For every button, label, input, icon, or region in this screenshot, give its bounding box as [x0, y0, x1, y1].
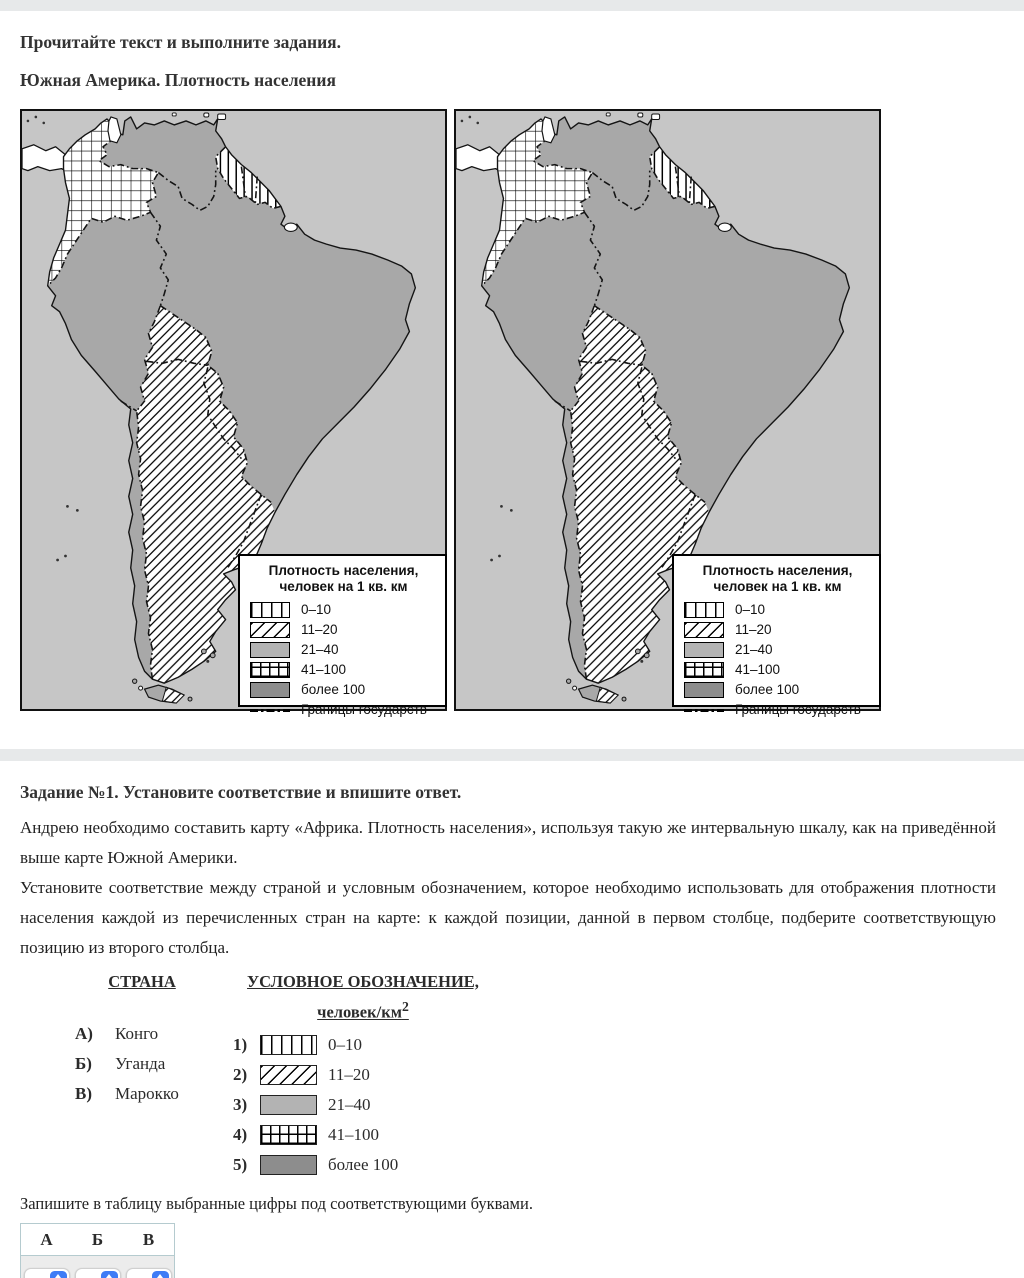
- south-america-density-map-right: [454, 109, 881, 718]
- legend-item-borders: [250, 702, 437, 719]
- legend-item: [684, 682, 871, 699]
- countries-column: [75, 969, 233, 1180]
- symbol-row: [233, 1030, 493, 1060]
- state-border-line-sample: [250, 709, 290, 711]
- answer-select-a[interactable]: [24, 1268, 70, 1278]
- legend-item: [684, 622, 871, 639]
- dark-gray-fill-swatch: [250, 682, 290, 698]
- countries-column-header: СТРАНА: [108, 972, 176, 991]
- south-america-density-map-left: [20, 109, 447, 718]
- answer-table-body: [21, 1256, 174, 1278]
- map-legend: [238, 554, 447, 718]
- vertical-lines-swatch: [260, 1035, 317, 1055]
- chevron-up-icon: [55, 1274, 61, 1278]
- answer-cell-v: [123, 1256, 174, 1278]
- symbol-row: [233, 1150, 493, 1180]
- top-gray-bar: [0, 0, 1024, 11]
- page-instruction-heading: Прочитайте текст и выполните задания.: [20, 32, 342, 52]
- diagonal-hatch-swatch: [260, 1065, 317, 1085]
- country-name: Марокко: [115, 1084, 179, 1103]
- symbol-label: 41–100: [328, 1124, 379, 1144]
- country-name: Уганда: [115, 1054, 166, 1073]
- symbol-number: 3): [233, 1094, 248, 1114]
- legend-item: [684, 662, 871, 679]
- chevron-up-icon: [106, 1274, 112, 1278]
- legend-title-line2: человек на 1 кв. км: [279, 579, 408, 595]
- maps-row: [20, 109, 996, 718]
- legend-label: 0–10: [301, 602, 332, 618]
- symbol-row: [233, 1090, 493, 1120]
- dark-gray-fill-swatch: [684, 682, 724, 698]
- symbols-header-line1: УСЛОВНОЕ ОБОЗНАЧЕНИЕ,: [247, 972, 479, 991]
- legend-item: [250, 662, 437, 679]
- symbol-number: 4): [233, 1124, 248, 1144]
- map-legend: [672, 554, 881, 718]
- map-title: Южная Америка. Плотность населения: [20, 70, 336, 90]
- legend-item: [250, 622, 437, 639]
- diagonal-hatch-swatch: [684, 622, 724, 638]
- legend-item: [684, 642, 871, 659]
- legend-label: 11–20: [735, 622, 772, 638]
- symbol-number: 1): [233, 1034, 248, 1054]
- gray-fill-swatch: [260, 1095, 317, 1115]
- section-divider-bar: [0, 749, 1024, 761]
- symbol-row: [233, 1060, 493, 1090]
- select-stepper-icon[interactable]: [50, 1271, 67, 1278]
- answer-header-v: В: [142, 1229, 155, 1249]
- legend-label: 41–100: [735, 662, 781, 678]
- write-instruction: Запишите в таблицу выбранные цифры под соответствующими буквами.: [20, 1193, 533, 1213]
- answer-cell-b: [72, 1256, 123, 1278]
- legend-item: [250, 682, 437, 699]
- symbol-row: [233, 1120, 493, 1150]
- select-stepper-icon[interactable]: [101, 1271, 118, 1278]
- symbol-number: 5): [233, 1154, 248, 1174]
- symbols-column: [233, 969, 493, 1180]
- legend-label: 11–20: [301, 622, 338, 638]
- grid-hatch-swatch: [260, 1125, 317, 1145]
- country-row: [75, 1019, 233, 1049]
- matching-table: [75, 969, 996, 1180]
- answer-select-v[interactable]: [126, 1268, 172, 1278]
- country-row: [75, 1079, 233, 1109]
- diagonal-hatch-swatch: [250, 622, 290, 638]
- grid-hatch-swatch: [250, 662, 290, 678]
- gray-fill-swatch: [250, 642, 290, 658]
- symbol-label: 11–20: [328, 1064, 370, 1084]
- symbol-label: 21–40: [328, 1094, 371, 1114]
- legend-label: более 100: [735, 682, 800, 698]
- legend-item: [250, 642, 437, 659]
- country-name: Конго: [115, 1024, 159, 1043]
- country-letter: Б): [75, 1054, 92, 1073]
- vertical-lines-swatch: [250, 602, 290, 618]
- answer-header-b: Б: [91, 1229, 104, 1249]
- legend-title-line1: Плотность населения,: [268, 563, 419, 578]
- country-letter: В): [75, 1084, 92, 1103]
- answer-select-b[interactable]: [75, 1268, 121, 1278]
- legend-title-line1: Плотность населения,: [702, 563, 853, 578]
- answer-table: [20, 1223, 175, 1278]
- country-letter: А): [75, 1024, 93, 1043]
- task-paragraph-1: Андрею необходимо составить карту «Африка. Плотность населения», используя такую же интервальную шкалу, как на приведённой выше карте Южной Америки.: [20, 818, 996, 867]
- task-heading: Задание №1. Установите соответствие и впишите ответ.: [20, 782, 462, 802]
- task-paragraph-2: Установите соответствие между страной и условным обозначением, которое необходимо использовать для отображения плотности населения каждой из перечисленных стран на карте: к каждой позиции, данной в первом столбце, подберите соответствующую позицию из второго столбца.: [20, 878, 996, 957]
- legend-label: 41–100: [301, 662, 347, 678]
- legend-label: 21–40: [735, 642, 773, 658]
- symbols-column-header: [233, 969, 493, 1025]
- symbols-header-line2: человек/$км^2$: [317, 999, 409, 1022]
- legend-title-line2: человек на 1 кв. км: [713, 579, 842, 595]
- symbol-number: 2): [233, 1064, 248, 1084]
- chevron-up-icon: [157, 1274, 163, 1278]
- symbol-label: более 100: [328, 1154, 399, 1174]
- answer-table-header: [21, 1224, 174, 1256]
- gray-fill-swatch: [684, 642, 724, 658]
- vertical-lines-swatch: [684, 602, 724, 618]
- answer-cell-a: [21, 1256, 72, 1278]
- legend-label: 21–40: [301, 642, 339, 658]
- legend-title: [684, 563, 871, 596]
- dark-gray-fill-swatch: [260, 1155, 317, 1175]
- symbol-label: 0–10: [328, 1034, 362, 1054]
- legend-item-borders: [684, 702, 871, 719]
- legend-label: 0–10: [735, 602, 766, 618]
- answer-header-a: А: [40, 1229, 53, 1249]
- legend-label: Границы государств: [301, 702, 427, 718]
- state-border-line-sample: [684, 709, 724, 711]
- legend-item: [684, 602, 871, 619]
- country-row: [75, 1049, 233, 1079]
- legend-item: [250, 602, 437, 619]
- select-stepper-icon[interactable]: [152, 1271, 169, 1278]
- legend-label: Границы государств: [735, 702, 861, 718]
- grid-hatch-swatch: [684, 662, 724, 678]
- legend-label: более 100: [301, 682, 366, 698]
- legend-title: [250, 563, 437, 596]
